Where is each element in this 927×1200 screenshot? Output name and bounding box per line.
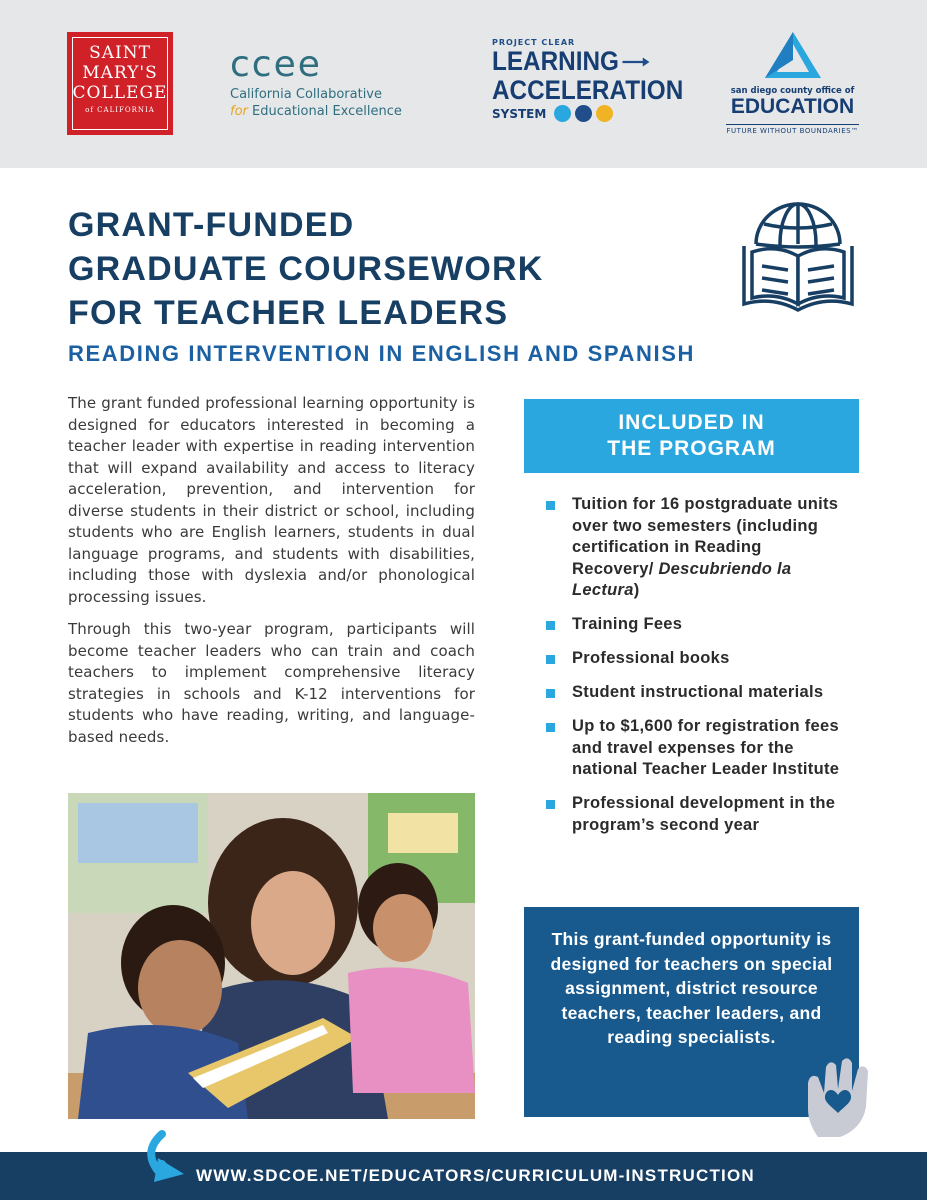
- included-list: [545, 494, 845, 849]
- clear-line1-row: [492, 47, 650, 76]
- clear-line2: ACCELERATION: [492, 75, 684, 105]
- list-item: [545, 648, 845, 670]
- teacher-reading-photo: [68, 793, 475, 1119]
- list-item: [545, 793, 845, 836]
- page-title: [68, 203, 668, 335]
- sdcoe-logo: [720, 30, 865, 137]
- bullet-icon: [546, 655, 555, 664]
- footer-url-link[interactable]: WWW.SDCOE.NET/EDUCATORS/CURRICULUM-INSTRUCTION: [196, 1166, 755, 1185]
- triangle-icon: [763, 30, 823, 80]
- list-item: [545, 682, 845, 704]
- saint-marys-college-logo: [67, 32, 173, 135]
- item-text: Tuition for 16 postgraduate units over two semesters (including certification in Reading Recovery/: [572, 495, 839, 578]
- clear-top: PROJECT CLEAR: [492, 38, 576, 47]
- ccee-logo: [230, 44, 450, 120]
- item-text: Professional development in the program’s second year: [572, 794, 836, 834]
- sdcoe-top: san diego county office of: [730, 86, 855, 96]
- callout-text: This grant-funded opportunity is designed for teachers on special assignment, district resource teachers, teacher leaders, and reading specialists.: [550, 929, 833, 1047]
- smc-line4: of CALIFORNIA: [85, 106, 155, 114]
- list-item: [545, 494, 845, 602]
- smc-line2: MARY'S: [82, 63, 158, 83]
- included-heading-line2: THE PROGRAM: [607, 437, 776, 460]
- title-line3: FOR TEACHER LEADERS: [68, 294, 509, 332]
- math-icon: [554, 105, 571, 122]
- clear-line3: SYSTEM: [492, 106, 547, 121]
- bullet-icon: [546, 621, 555, 630]
- chat-icon: [596, 105, 613, 122]
- bullet-icon: [546, 800, 555, 809]
- title-line1: GRANT-FUNDED: [68, 206, 355, 244]
- title-line2: GRADUATE COURSEWORK: [68, 250, 544, 288]
- list-item: [545, 716, 845, 781]
- sdcoe-name: EDUCATION: [730, 95, 855, 118]
- item-text: Up to $1,600 for registration fees and travel expenses for the national Teacher Leader Institute: [572, 717, 840, 778]
- book-icon: [575, 105, 592, 122]
- bullet-icon: [546, 501, 555, 510]
- item-text-end: ): [633, 581, 640, 599]
- globe-book-icon: [734, 200, 862, 320]
- item-text: Professional books: [572, 649, 730, 667]
- item-text: Student instructional materials: [572, 683, 824, 701]
- heart-hand-icon: [800, 1053, 880, 1141]
- item-text-italic: Descubriendo la Lectura: [572, 559, 792, 599]
- body-paragraph-2: Through this two-year program, participants will become teacher leaders who can train and coach teachers to implement comprehensive literacy strategies in schools and K-12 interventions for students who have reading, writing, and language-based needs.: [68, 620, 475, 746]
- sdcoe-tagline: FUTURE WITHOUT BOUNDARIES™: [726, 124, 858, 135]
- bullet-icon: [546, 689, 555, 698]
- ccee-line2: [230, 103, 450, 120]
- body-paragraph-1: The grant funded professional learning opportunity is designed for educators interested in becoming a teacher leader with expertise in reading intervention that will expand availability and access to literacy acceleration, prevention, and intervention for diverse students in their district or school, including students who are English learners, students in dual language programs, and students with disabilities, including those with dyslexia and/or phonological processing issues.: [68, 394, 475, 606]
- ccee-line1: California Collaborative: [230, 87, 383, 102]
- list-item: [545, 614, 845, 636]
- project-clear-logo: [492, 38, 684, 122]
- clear-line1: LEARNING: [492, 46, 619, 76]
- body-text: [68, 393, 475, 748]
- ccee-mark: ccee: [230, 44, 322, 85]
- smc-line1: SAINT: [89, 43, 151, 63]
- arrow-right-icon: [623, 55, 650, 69]
- ccee-for: for: [230, 104, 248, 119]
- smc-line3: COLLEGE: [72, 83, 168, 103]
- ccee-line2-rest: Educational Excellence: [247, 104, 402, 119]
- included-heading: [524, 399, 859, 473]
- clear-line3-row: [492, 105, 667, 122]
- item-text: Training Fees: [572, 615, 683, 633]
- curved-arrow-icon: [140, 1128, 190, 1188]
- included-heading-line1: INCLUDED IN: [618, 411, 765, 434]
- bullet-icon: [546, 723, 555, 732]
- page-subtitle: READING INTERVENTION IN ENGLISH AND SPANISH: [68, 341, 695, 366]
